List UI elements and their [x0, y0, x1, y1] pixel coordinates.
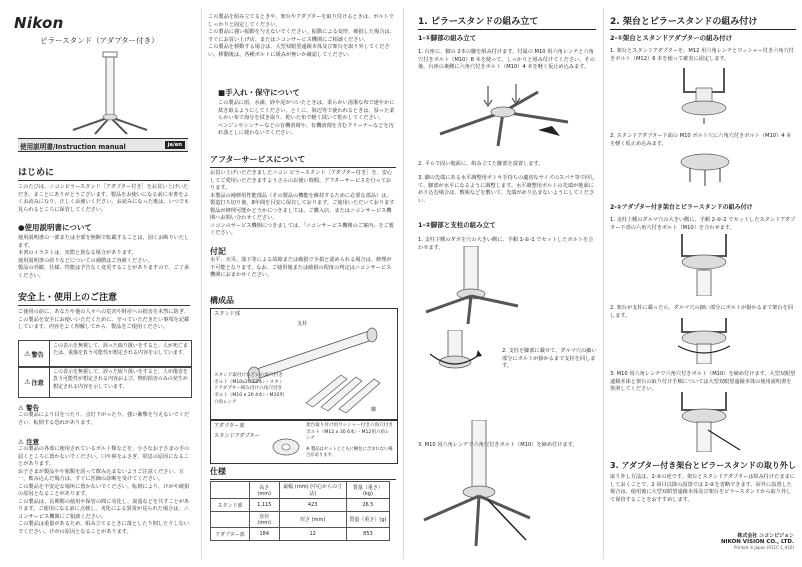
- caution-block: [18, 437, 190, 536]
- spec-header-cell: 質量（重さ）(kg): [346, 482, 389, 499]
- mount-on-pillar-illustration: [664, 230, 744, 296]
- removal-body: 取り外し方法は、2-②の逆です。架台とスタンドアダプターは組み付けたままにしておくことで、2 回目以降の設置では 2-②を省略できます。屋外に設置した場合は、使用後に大型双眼望遠鏡本体及び架台をピラースタンドから取り外して保管することをおすすめします。: [610, 474, 795, 503]
- col2-top-items: [208, 14, 396, 59]
- removal-heading: 3. アダプター付き架台とピラースタンドの取り外し: [610, 461, 796, 470]
- spec-cell: 184: [250, 528, 280, 541]
- spec-row: [211, 499, 390, 512]
- about-manual-section: [18, 222, 190, 280]
- footer-company-en: NIKON VISION CO., LTD.: [720, 539, 794, 545]
- stand-label: スタンド部: [214, 311, 240, 317]
- mount-step: 2. 架台が支柱に載ったら、ダルマ穴の細い部分にボルトが掛かるまで架台を回します。: [610, 305, 793, 319]
- appendix-heading: 付記: [210, 247, 226, 256]
- appendix-section: [210, 246, 396, 280]
- caution-item: この製品の各部に使用されているボルト類などを、小さなお子さまの手の届くところに置かないでください。口や鼻をふさぎ、窒息の原因になることがあります。: [18, 446, 190, 468]
- pillar-stand-illustration: [65, 48, 155, 136]
- footer: [721, 532, 794, 550]
- service-section: [210, 154, 396, 238]
- safety-heading: 安全上・使用上のご注意: [18, 293, 118, 303]
- caution-item: この製品を組み立てるときや、架台やアダプターを取り付けるときは、ボルトでしっかりと固定してください。: [208, 14, 394, 28]
- assembly-step: 1. 台座に、脚の 2本の脚を組み付けます。付属の M10 用六角レンチと六角穴付きボルト（M10）8 本を使って、しっかりと組み付けてください。その後、台座の裏側に六角穴付きボルト（M10）4 本を軽く仮止め込みます。: [418, 49, 595, 71]
- intro-heading: はじめに: [18, 168, 55, 178]
- warning-item: この製品により目をつたり、点灯下がったり、強い衝撃を与えないでください。転倒する恐れがあります。: [18, 412, 190, 426]
- spec-cell: 1,115: [250, 499, 280, 512]
- parts-section: [210, 295, 396, 309]
- caution-item: この製品は、長期間の使用や保管の間に劣化し、衰弱などを共すことがあります。ご使用になる前に点検し、劣化による異常が見られた場合は、ニコンサービス機関にご相談ください。: [18, 498, 190, 520]
- spec-row: [211, 528, 390, 541]
- caution-item: この製品に強い振動を与えないでください。振動による変形、破損した場合は、すぐにお買い上げ店、またはニコンサービス機関にご相談ください。: [208, 29, 395, 43]
- column-2: [202, 0, 402, 567]
- care-heading: ■手入れ・保守について: [218, 88, 300, 97]
- spec-cell: 423: [279, 499, 346, 512]
- adapter-stand-label: スタンドアダプター: [214, 433, 260, 439]
- care-item: この製品に雨、水滴、砂や泥がついたときは、柔らかい清潔な布で速やかに拭き取るようにしてください。とくに、海辺等で使われるときは、湿った柔らかい布で海分を拭き取り、乾いた布で軽く拭いて乾かしてください。: [218, 100, 395, 122]
- spec-cell: アダプター部: [211, 528, 250, 541]
- warning-label: ⚠ 警告: [19, 341, 50, 367]
- warning-block: [18, 403, 190, 427]
- nikon-logo: Nikon: [14, 14, 64, 32]
- caution-definition-row: [18, 366, 192, 398]
- spec-cell: 26.5: [346, 499, 389, 512]
- mount-heading: 2. 架台とピラースタンドの組み付け: [610, 17, 758, 27]
- footer-company-jp: 株式会社 ニコンビジョン: [737, 533, 794, 539]
- about-item: 使用説明書の誤りなどについての補償はご容赦ください。: [18, 257, 153, 264]
- caution-icon: ⚠: [24, 378, 31, 386]
- mount-step: 2. スタンドアダプター下面の M10 ボルト穴に六角穴付きボルト（M10）4 本を軽く仮止め込みます。: [610, 133, 792, 147]
- assembly-step: 2. 支柱を脚部に載せて、ダルマ穴の細い部分にボルトが掛かるまで支柱を回します。: [502, 348, 597, 370]
- adapter-bolts-illustration: [670, 148, 740, 194]
- intro-body: このたびは、ニコンピラースタンド［アダプター付き］をお買い上げいただき、まことにありがとうございます。製品をお使いになる前に本書をよくお読みになり、正しくお使いください。お読みになった後は、いつでも見られるところに保管してください。: [18, 184, 190, 213]
- column-4: [604, 0, 802, 567]
- caution-item: この製品は重量があるため、組み立てるときに落としたり倒したりしないでください。けがの原因となることがあります。: [18, 521, 189, 535]
- parts-heading: 構成品: [210, 296, 234, 305]
- pillar-mount-illustration: [418, 246, 528, 326]
- warning-icon: ⚠: [24, 350, 31, 358]
- pillar-label: 支柱: [297, 321, 308, 327]
- stand-parts-box: [210, 308, 398, 420]
- spec-cell: 853: [346, 528, 389, 541]
- mount-heading-block: [610, 14, 796, 42]
- caution-label: ⚠ 注意: [19, 367, 50, 397]
- about-item: 本書のイラストは、実際と異なる場合があります。: [18, 250, 137, 257]
- assembly-heading: 1. ピラースタンドの組み立て: [418, 17, 539, 27]
- leg-parts-illustration: [301, 363, 391, 413]
- assembly-step: 2. 平らで固い地面に、組み立てた脚部を設置します。: [418, 161, 544, 168]
- warning-icon: ⚠: [18, 404, 27, 412]
- stand-bolt-note: スタンド取付けなどの六角穴付きボルト（M10x20 12本）・スタンドアダプター組み付け六角穴付きボルト（M10 x 20 4本）・M10用六角レンチ: [214, 373, 284, 405]
- product-title: ピラースタンド（アダプター付き）: [40, 36, 159, 45]
- spec-cell: 12: [279, 528, 346, 541]
- spec-table: [210, 481, 390, 541]
- warning-heading: ⚠ 警告: [18, 404, 40, 412]
- about-item: 製品の外観、仕様、性能は予告なく変更することがありますので、ご了承ください。: [18, 265, 190, 279]
- leg-assembly-illustration: [428, 82, 578, 150]
- spec-section: [210, 466, 396, 480]
- caution-item: この製品を不安定な場所に置かないでください。転倒により、けがや破損の原因となることがあります。: [18, 483, 190, 498]
- assembly-heading-block: [418, 14, 596, 42]
- adapter-parts-box: [210, 420, 398, 464]
- bolt-tighten-illustration: [418, 420, 538, 550]
- appendix-body: 水平、火災、落下等による故障または破損で全損と認められる場合は、修理が不可能となります。なお、ご使用後または破損の程度の判定はニコンサービス機関におまかせください。: [210, 257, 392, 279]
- mount-step: 1. 架台とスタンドアダプターを、M12 用六角レンチとワッシャー付き六角穴付きボルト（M12）6 本を使って確実に固定します。: [610, 48, 794, 62]
- spec-cell: 厚さ (mm): [279, 512, 346, 528]
- adapter-assembly-heading: 2-①架台とスタンドアダプターの組み付け: [610, 34, 733, 42]
- adapter-label: アダプター部: [214, 423, 245, 429]
- spec-header-cell: [211, 482, 250, 499]
- about-item: 使用説明書の一部または全部を無断で転載することは、固くお断りいたします。: [18, 235, 190, 249]
- caution-item: お子さまが製品やや箱類を誤って飲み込まないようご注意ください。万一、飲み込んだ場合は、すぐに医師の診断を受けてください。: [18, 468, 185, 483]
- column-1: [0, 0, 200, 567]
- rotate-mount-illustration: [664, 316, 744, 364]
- spec-cell: 直径 (mm): [250, 512, 280, 528]
- adapter-plate-illustration: [271, 435, 301, 459]
- warning-definition-row: [18, 340, 192, 368]
- mount-step: 1. 支柱上側のダルマ穴の大きい側に、手順 2-①-2 でセットしたスタンドアダプター下部の六角穴付きボルト（M10）を合わせます。: [610, 217, 796, 231]
- stand-mount-heading: 2-②アダプター付き架台とピラースタンドの組み付け: [610, 204, 753, 211]
- manual-label: 使用説明書/Instruction manual: [20, 143, 126, 151]
- service-heading: アフターサービスについて: [210, 155, 306, 164]
- spec-cell: スタンド部: [211, 499, 250, 512]
- safety-body: ご使用の前に、あなたや他の人々への危害や財産への損害を未然に防ぎ、この製品を安全にお使いいただくために、守っていただきたい事項を記載しています。内容をよく理解してから、製品をご使用ください。: [18, 309, 190, 331]
- adapter-note: ※ 製品はセットとともに梱包に含まれない場合があります。: [306, 447, 393, 459]
- spec-header-row: [211, 482, 390, 499]
- spec-cell: [211, 512, 250, 528]
- service-body: お買い上げいただきましたニコン ピラースタンド［アダプター付き］を、安心してご愛用いただきますようさらのお使い時間、アフターサービスを行っております。: [210, 170, 393, 192]
- caution-icon: ⚠: [18, 438, 27, 446]
- adapter-bolt-note: 架台取り付け用ワッシャー付き六角穴付きボルト（M12 x 30 6本）・M12用六角レンチ: [306, 423, 393, 442]
- warning-definition-text: この表示を無視して、誤った取り扱いをすると、人が死亡または、重傷を負う可能性が想定される内容を示しています。: [53, 343, 188, 357]
- language-badge: ja/en: [165, 141, 185, 149]
- care-item: ベンジンやシンナーなどの有機溶剤や、有機溶剤を含むクリーナーなどを汚れ落としに使わないでください。: [218, 122, 394, 137]
- care-section: [218, 87, 398, 138]
- pillar-assembly-heading: 1-②脚部と支柱の組み立て: [418, 221, 496, 229]
- intro-section: [18, 165, 190, 214]
- mount-adapter-illustration: [664, 62, 744, 124]
- mount-step: 3. M10 用六角レンチで六角穴付きボルト（M10）を締め付けます。大型双眼望遠鏡本体と架台の取り付け手順については大型双眼望遠鏡本体の使用説明書を参照してください。: [610, 371, 796, 393]
- manual-label-bar: [18, 138, 188, 152]
- pillar-rotate-illustration: [418, 330, 498, 380]
- caution-definition-text: この表示を無視して、誤った取り扱いをすると、人が傷害を負う可能性が想定される内容および、物的損害のみの発生が想定される内容を示しています。: [53, 369, 188, 390]
- assembly-step: 3. M10 用六角レンチで六角穴付きボルト（M10）を締め付けます。: [418, 442, 578, 449]
- removal-section: [610, 460, 796, 504]
- spec-cell: 質量（重さ）(g): [346, 512, 389, 528]
- service-item: 本製品の補修用性能部品（その製品の機能を維持するために必要な部品）は、製造打ち切り後、8年間を目安に保有しております。ご使用いただいております製品が修理可能かどうかにつきましては、ご購入店、またはニコンサービス機関へお問い合わせください。: [210, 192, 395, 222]
- caution-heading: ⚠ 注意: [18, 438, 40, 446]
- spec-header-cell: 高さ (mm): [250, 482, 280, 499]
- spec-header-cell: 最幅 (mm) (中心からの寸法): [279, 482, 346, 499]
- footer-print: Printed in Japan (911C-1_910): [734, 545, 794, 550]
- about-heading: ●使用説明書について: [18, 223, 92, 232]
- service-item: ニコンのサービス機関につきましては、「ニコンサービス機関のご案内」をご覧ください。: [210, 222, 395, 237]
- leg-assembly-heading: 1-①脚部の組み立て: [418, 34, 477, 42]
- spec-heading: 仕様: [210, 467, 226, 476]
- safety-section: [18, 290, 190, 332]
- column-3: [404, 0, 602, 567]
- spec-row: [211, 512, 390, 528]
- tighten-mount-illustration: [664, 390, 744, 452]
- assembly-step: 3. 脚の先端にある水平調整用ボトキ手持ちの適切なサイズのスパナ等で回して、脚部が水平になるように調整します。水平調整用ボルトの先端が地面にめり込む場合は、敷板などを敷いて、先端がめり込まないようにしてください。: [418, 175, 596, 204]
- leg-label: 脚: [371, 407, 377, 413]
- caution-item: この製品を移動する場合は、大型双眼望遠鏡本体及び架台を取り外してください。移動後は、各種ボルトに緩みが無いか確認してください。: [208, 44, 390, 58]
- assembly-step: 1. 支柱下側のダボを穴の大きい側に、手順 1-①-1 でセットしたボルトを合わせます。: [418, 237, 594, 251]
